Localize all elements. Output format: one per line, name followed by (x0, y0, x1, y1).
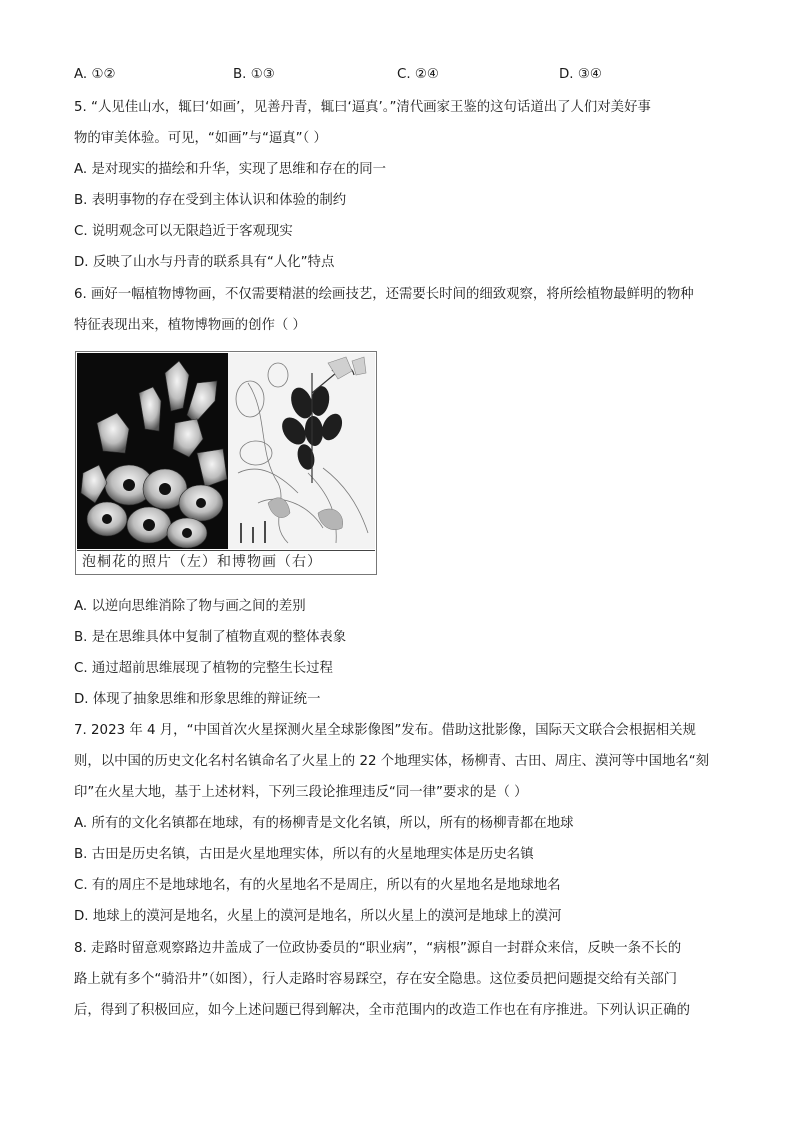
q5-option-c: C. 说明观念可以无限趋近于客观现实 (74, 224, 293, 239)
q7-stem-line3: 印”在火星大地，基于上述材料，下列三段论推理违反“同一律”要求的是（ ） (74, 785, 528, 800)
q6-stem-line2: 特征表现出来，植物博物画的创作（ ） (74, 318, 306, 333)
q4-option-c: C. ②④ (397, 67, 439, 82)
q8-stem-line2: 路上就有多个“骑沿井”（如图），行人走路时容易踩空，存在安全隐患。这位委员把问题提交给有关部门 (74, 972, 678, 987)
q7-stem-line1: 7. 2023 年 4 月，“中国首次火星探测火星全球影像图”发布。借助这批影像，国际天文联合会根据相关规 (74, 723, 696, 738)
q7-option-d: D. 地球上的漠河是地名，火星上的漠河是地名，所以火星上的漠河是地球上的漠河 (74, 909, 562, 924)
paulownia-photo (77, 353, 228, 549)
q6-option-a: A. 以逆向思维消除了物与画之间的差别 (74, 599, 306, 614)
q5-stem-line1: 5. “人见佳山水，辄曰‘如画’，见善丹青，辄曰‘逼真’。”清代画家王鉴的这句话道出了人们对美好事 (74, 100, 651, 115)
paulownia-figure (75, 351, 377, 575)
q7-stem-line2: 则，以中国的历史文化名村名镇命名了火星上的 22 个地理实体，杨柳青、古田、周庄、漠河等中国地名“刻 (74, 754, 710, 769)
q7-option-b: B. 古田是历史名镇，古田是火星地理实体，所以有的火星地理实体是历史名镇 (74, 847, 534, 862)
q8-stem-line3: 后，得到了积极回应，如今上述问题已得到解决，全市范围内的改造工作也在有序推进。下列认识正确的 (74, 1003, 690, 1018)
figure-caption: 泡桐花的照片（左）和博物画（右） (77, 550, 375, 573)
q6-stem-line1: 6. 画好一幅植物博物画，不仅需要精湛的绘画技艺，还需要长时间的细致观察，将所绘植物最鲜明的物种 (74, 287, 694, 302)
q7-option-c: C. 有的周庄不是地球地名，有的火星地名不是周庄，所以有的火星地名是地球地名 (74, 878, 561, 893)
q5-option-a: A. 是对现实的描绘和升华，实现了思维和存在的同一 (74, 162, 387, 177)
q6-option-b: B. 是在思维具体中复制了植物直观的整体表象 (74, 630, 347, 645)
paulownia-botanical-painting (228, 353, 375, 549)
q6-option-c: C. 通过超前思维展现了植物的完整生长过程 (74, 661, 333, 676)
q8-stem-line1: 8. 走路时留意观察路边井盖成了一位政协委员的“职业病”，“病根”源自一封群众来信，反映一条不长的 (74, 941, 682, 956)
q4-option-a: A. ①② (74, 67, 116, 82)
q5-stem-line2: 物的审美体验。可见，“如画”与“逼真”（ ） (74, 131, 327, 146)
q4-option-d: D. ③④ (559, 67, 602, 82)
q5-option-b: B. 表明事物的存在受到主体认识和体验的制约 (74, 193, 347, 208)
q5-option-d: D. 反映了山水与丹青的联系具有“人化”特点 (74, 255, 335, 270)
q4-option-b: B. ①③ (233, 67, 275, 82)
q6-option-d: D. 体现了抽象思维和形象思维的辩证统一 (74, 692, 321, 707)
q7-option-a: A. 所有的文化名镇都在地球，有的杨柳青是文化名镇，所以，所有的杨柳青都在地球 (74, 816, 574, 831)
